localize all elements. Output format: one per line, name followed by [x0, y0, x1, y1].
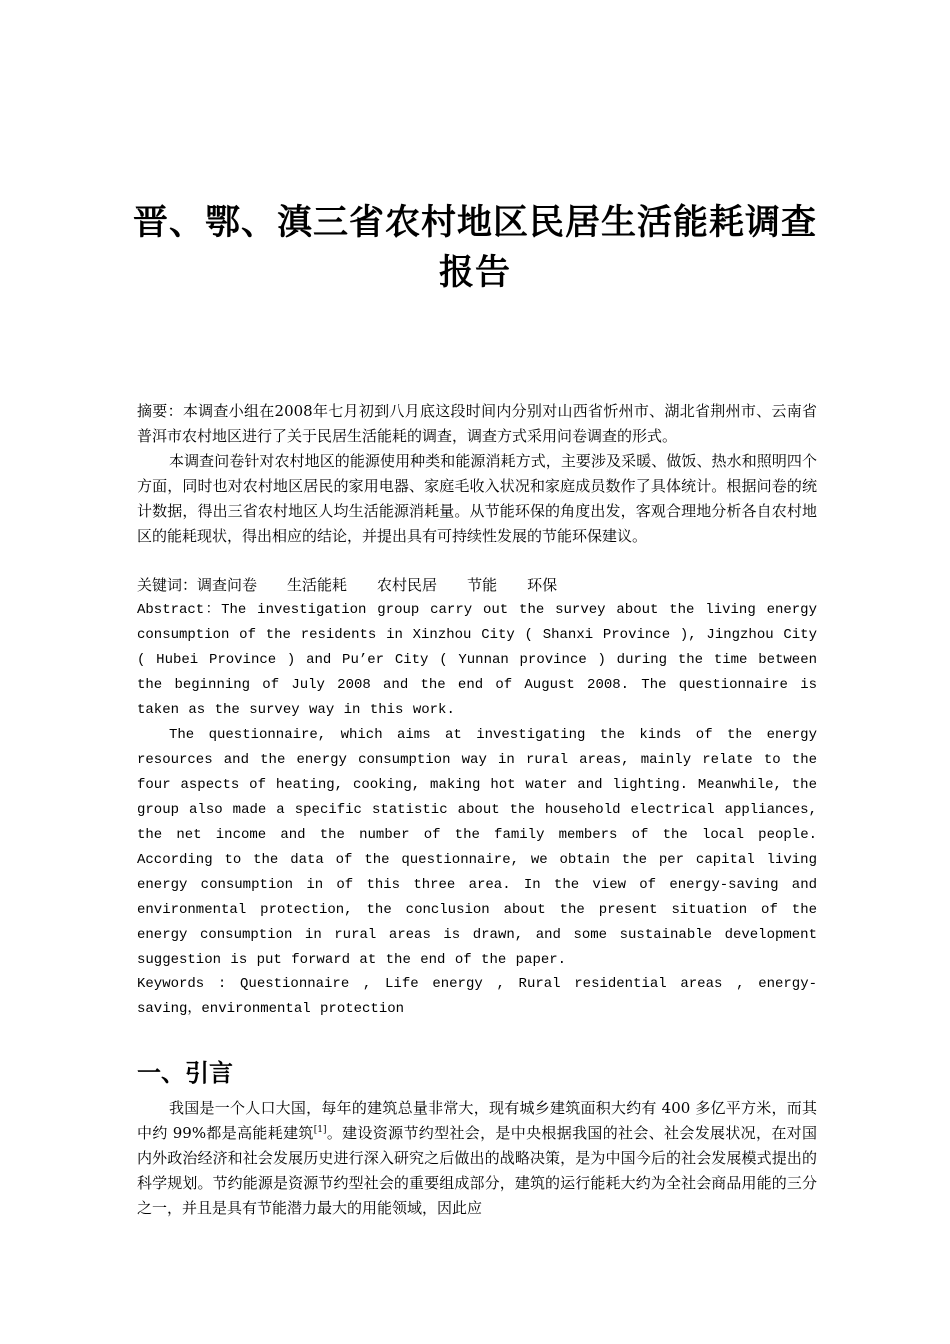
- introduction-paragraph-1: [137, 1096, 817, 1221]
- keyword-zh-item: 生活能耗: [287, 576, 348, 594]
- keyword-zh-item: 环保: [527, 576, 558, 594]
- keyword-zh-item: 节能: [467, 576, 498, 594]
- abstract-zh-paragraph-1: 摘要：本调查小组在2008年七月初到八月底这段时间内分别对山西省忻州市、湖北省荆州市、云南省普洱市农村地区进行了关于民居生活能耗的调查，调查方式采用问卷调查的形式。: [137, 402, 817, 445]
- keywords-zh-label: 关键词：: [137, 576, 198, 594]
- title-line-1: 晋、鄂、滇三省农村地区民居生活能耗调查: [132, 202, 817, 243]
- introduction-text-part-2: 。建设资源节约型社会，是中央根据我国的社会、社会发展状况，在对国内外政治经济和社会发展历史进行深入研究之后做出的战略决策，是为中国今后的社会发展模式提出的科学规划。节约能源是资源节约型社会的重要组成部分，建筑的运行能耗大约为全社会商品用能的三分之一，并且是具有节能潜力最大的用能领域，因此应: [137, 1124, 817, 1217]
- keyword-zh-item: 农村民居: [377, 576, 438, 594]
- keywords-zh: [137, 573, 817, 598]
- section-heading-introduction: 一、引言: [137, 1058, 233, 1087]
- keywords-en: Keywords : Questionnaire , Life energy , Rural residential areas , energy-saving，environmental protection: [137, 976, 817, 1017]
- title-line-2: 报告: [438, 252, 511, 293]
- abstract-en-paragraph-1: Abstract：The investigation group carry out the survey about the living energy consumption of the residents in Xinzhou City ( Shanxi Province ), Jingzhou City ( Hubei Province ) and Pu’er City ( Yunnan province ) during the time between the beginning of July 2008 and the end of August 2008. The questionnaire is taken as the survey way in this work.: [137, 602, 817, 718]
- abstract-en-paragraph-2: The questionnaire, which aims at investigating the kinds of the energy resources and the energy consumption way in rural areas, mainly relate to the four aspects of heating, cooking, making hot water and lighting. Meanwhile, the group also made a specific statistic about the household electrical appliances, the net income and the number of the family members of the local people. According to the data of the questionnaire, we obtain the per capital living energy consumption in of this three area. In the view of energy-saving and environmental protection, the conclusion about the present situation of the energy consumption in rural areas is drawn, and some sustainable development suggestion is put forward at the end of the paper.: [137, 727, 817, 968]
- document-title: [120, 198, 830, 298]
- abstract-zh-paragraph-2: 本调查问卷针对农村地区的能源使用种类和能源消耗方式，主要涉及采暖、做饭、热水和照明四个方面，同时也对农村地区居民的家用电器、家庭毛收入状况和家庭成员数作了具体统计。根据问卷的统计数据，得出三省农村地区人均生活能源消耗量。从节能环保的角度出发，客观合理地分析各自农村地区的能耗现状，得出相应的结论，并提出具有可持续性发展的节能环保建议。: [137, 452, 817, 545]
- citation-reference: [1]: [313, 1125, 327, 1135]
- keyword-zh-item: 调查问卷: [197, 576, 258, 594]
- introduction-text-part-1: 我国是一个人口大国，每年的建筑总量非常大，现有城乡建筑面积大约有 400 多亿平方米，而其中约 99%都是高能耗建筑: [137, 1099, 817, 1142]
